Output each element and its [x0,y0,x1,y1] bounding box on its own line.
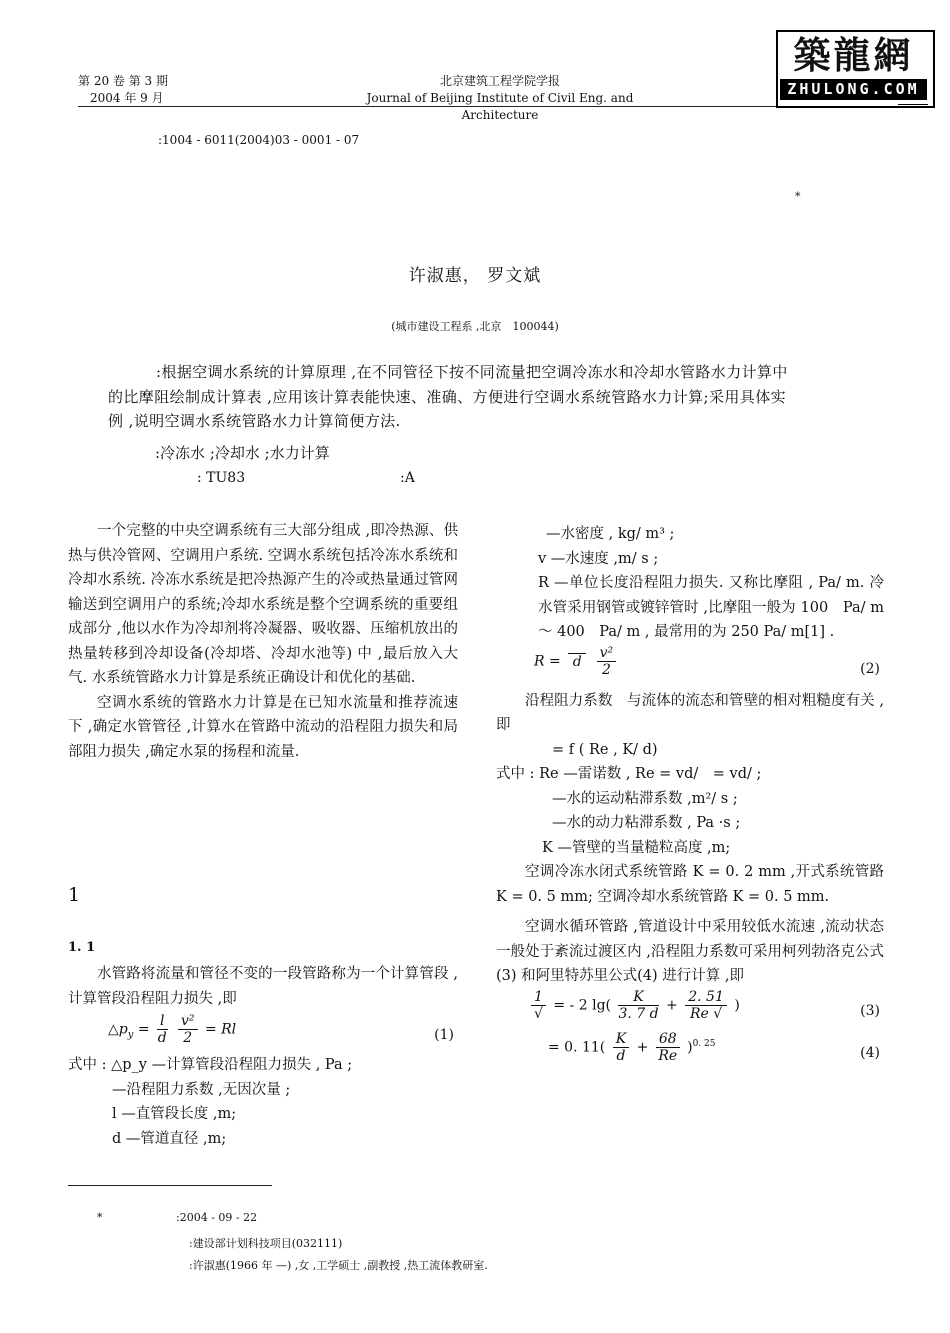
volume-issue: 第 20 卷 第 3 期 [78,74,168,88]
journal-title-cn: 北京建筑工程学院学报 [439,74,560,88]
title-footnote-mark: * [795,190,801,203]
eq1-numerator: v² [178,1013,198,1030]
document-code: :A [400,470,415,486]
eq4-number: (4) [860,1044,880,1061]
eq3-end: ) [734,997,740,1013]
eq1-rhs: = Rl [204,1021,237,1038]
abstract-line: 的比摩阻绘制成计算表 ,应用该计算表能快速、准确、方便进行空调水系统管路水力计算;采用具体实 [108,387,786,406]
definition: K —管壁的当量糙粒高度 ,m; [542,839,731,856]
eq4-numerator: K [613,1031,629,1048]
eq4-fraction-68-re [656,1031,680,1064]
paragraph: 空调水循环管路 ,管道设计中采用较低水流速 ,流动状态一般处于紊流过渡区内 ,沿程阻力系数可采用柯列勃洛克公式(3) 和阿里特苏里公式(4) 进行计算 ,即 [496,919,884,984]
eq3-fraction-1-sqrt [531,989,546,1022]
document-id: :1004 - 6011(2004)03 - 0001 - 07 [158,133,360,147]
eq3-denominator: Re √ [689,1005,723,1022]
equation-1 [68,1013,458,1053]
authors: 许淑惠， 罗文斌 [408,266,542,286]
definition: l —直管段长度 ,m; [112,1106,237,1122]
eq2-numerator: v² [597,645,617,662]
paragraph: 空调冷冻水闭式系统管路 K = 0. 2 mm ,开式系统管路 K = 0. 5 mm; 空调冷却水系统管路 K = 0. 5 mm. [496,864,884,905]
footnote-rule [68,1185,272,1186]
eq2-denominator: 2 [601,661,611,678]
paragraph: 一个完整的中央空调系统有三大部分组成 ,即冷热源、供热与供冷管网、空调用户系统. 空调水系统包括冷冻水系统和冷却水系统. 冷冻水系统是把冷热源产生的冷或热量通过管网输送到空调用户的系统;冷却水系统是整个空调系统的重要组成部分 ,他以水作为冷却剂将冷凝器、吸收器、压缩机放出的热量转移到冷却设备(冷却塔、冷却水池等) 中 ,最后放入大气. 水系统管路水力计算是系统正确设计和优化的基础. [68,523,458,686]
eq3-numerator: K [618,989,658,1006]
eq1-equals: = [137,1021,150,1038]
eq4-end: ) [687,1039,693,1055]
eq4-numerator: 68 [656,1031,680,1048]
eq1-denominator: 2 [183,1030,193,1046]
formula: = f ( Re , K/ d) [552,741,658,758]
abstract [108,360,886,434]
eq3-numerator: 1 [531,989,546,1006]
definition: d —管道直径 ,m; [112,1130,227,1147]
left-column-intro [68,519,458,764]
eq1-fraction-l-d [157,1013,167,1046]
journal-title-en: Journal of Beijing Institute of Civil Eng. and Architecture [366,91,634,122]
zhulong-logo [776,30,935,108]
eq4-fraction-k-d [613,1031,629,1064]
paragraph: 水管路将流量和管径不变的一段管路称为一个计算管段 ,计算管段沿程阻力损失 ,即 [68,966,458,1007]
clc-number: : TU83 [197,470,246,486]
keywords: :冷冻水 ;冷却水 ;水力计算 [155,444,330,462]
definition: —沿程阻力系数 ,无因次量 ; [112,1081,291,1098]
eq3-denominator: 3. 7 d [618,1005,659,1022]
footnote-received-date: :2004 - 09 - 22 [176,1211,258,1224]
eq2-lhs: R = [534,653,561,669]
eq3-number: (3) [860,1002,880,1019]
eq2-denominator: d [572,653,582,670]
definition: —水的动力粘滞系数 , Pa ·s ; [552,815,741,831]
eq4-plus: + [636,1039,649,1055]
abstract-line: :根据空调水系统的计算原理 ,在不同管径下按不同流量把空调冷冻水和冷却水管路水力计算中 [156,363,788,381]
definition: 式中 : △p_y —计算管段沿程阻力损失 , Pa ; [68,1057,353,1073]
eq1-denominator: d [157,1030,167,1046]
paragraph: 沿程阻力系数 与流体的流态和管壁的相对粗糙度有关 ,即 [496,692,884,733]
footnote-star: * [97,1211,103,1224]
journal-title-block [330,73,670,124]
eq2-number: (2) [860,660,880,677]
eq1-subscript: y [127,1029,134,1041]
definition: —水密度 , kg/ m³ ; [546,526,675,542]
eq4-denominator: d [616,1047,626,1064]
eq2-fraction-v-2 [597,645,617,678]
right-column [496,522,884,1073]
logo-english-text: ZHULONG.COM [780,79,927,100]
logo-underline [898,104,928,105]
eq4-denominator: Re [658,1047,678,1064]
header-rule [78,106,883,107]
logo-chinese-text: 築龍網 [793,34,914,77]
equation-3 [496,989,884,1031]
eq4-exponent: 0. 25 [692,1038,716,1049]
eq3-fraction-k [618,989,658,1022]
eq3-numerator: 2. 51 [685,989,727,1006]
footnote-author-bio: :许淑惠(1966 年 —) ,女 ,工学硕士 ,副教授 ,热工流体教研室. [189,1259,488,1272]
eq1-lhs: △p [108,1021,128,1038]
eq1-numerator: l [157,1013,167,1030]
publication-date: 2004 年 9 月 [90,91,164,105]
eq3-fraction-re [685,989,727,1022]
definition: R —单位长度沿程阻力损失. 又称比摩阻 , Pa/ m. 冷水管采用钢管或镀锌管时 ,比摩阻一般为 100 Pa/ m ～ 400 Pa/ m , 最常用的为 250 Pa/ m[1] . [538,575,884,640]
eq3-denominator: √ [534,1005,543,1022]
eq3-plus: + [666,997,678,1013]
footnote-funding: :建设部计划科技项目(032111) [189,1237,343,1250]
section-heading-1: 1 [68,884,81,906]
left-column-section [68,962,458,1151]
definition: v —水速度 ,m/ s ; [538,550,659,567]
abstract-line: 例 ,说明空调水系统管路水力计算简便方法. [108,412,401,430]
equation-2 [496,645,884,689]
paragraph: 空调水系统的管路水力计算是在已知水流量和推荐流速下 ,确定水管管径 ,计算水在管路中流动的沿程阻力损失和局部阻力损失 ,确定水泵的扬程和流量. [68,694,458,760]
equation-4 [496,1031,884,1073]
section-heading-1-1: 1. 1 [68,940,96,955]
eq1-fraction-v-2 [178,1013,198,1046]
definition: 式中 : Re —雷诺数 , Re = vd/ = vd/ ; [496,766,762,782]
eq1-number: (1) [434,1027,454,1043]
affiliation: (城市建设工程系 ,北京 100044) [391,320,559,333]
journal-volume-block [78,73,168,107]
eq3-middle: = - 2 lg( [553,997,611,1013]
eq4-lhs: = 0. 11( [548,1039,606,1055]
eq2-fraction-lambda-d [568,653,586,670]
definition: —水的运动粘滞系数 ,m²/ s ; [552,790,738,807]
